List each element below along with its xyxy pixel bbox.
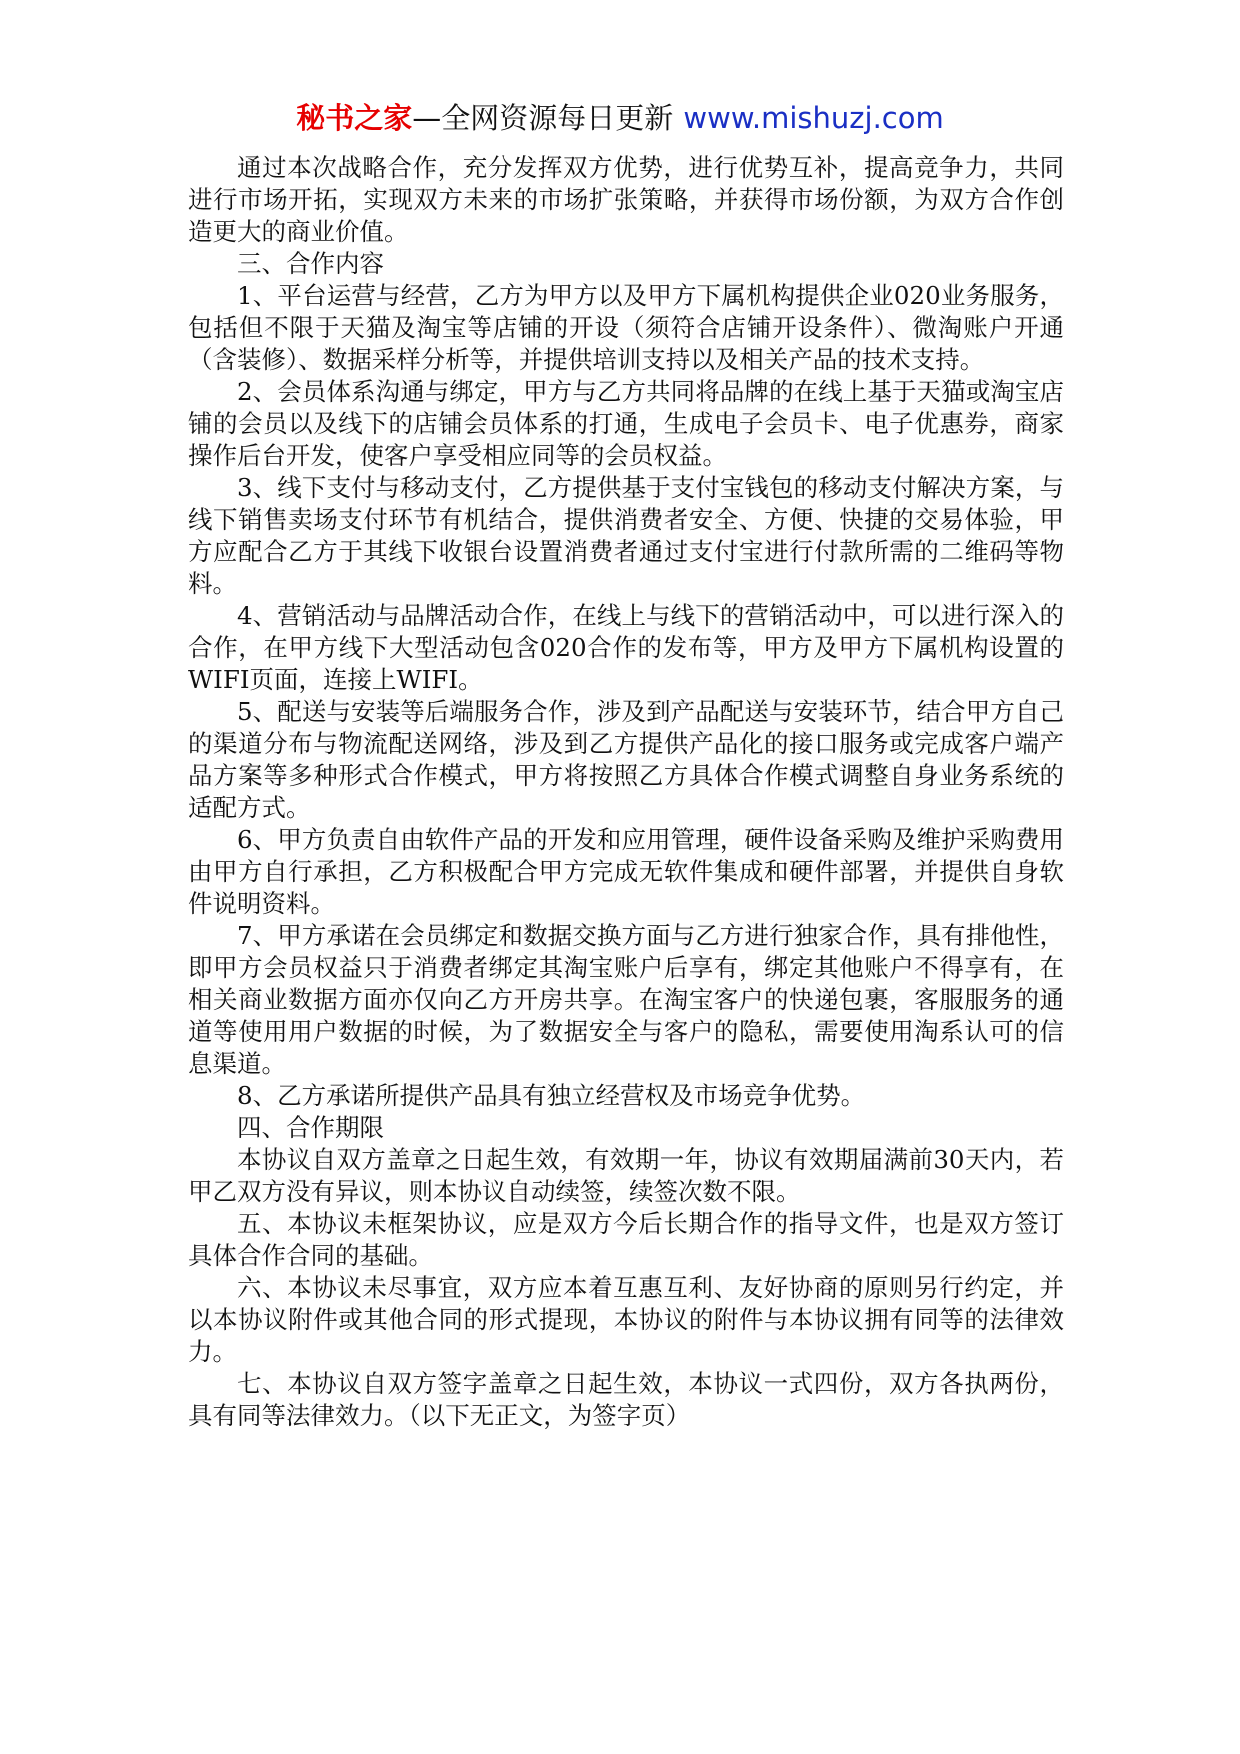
paragraph-item-6: 6、甲方负责自由软件产品的开发和应用管理，硬件设备采购及维护采购费用由甲方自行承担，乙方积极配合甲方完成无软件集成和硬件部署，并提供自身软件说明资料。 — [188, 825, 1064, 918]
site-header — [0, 98, 1240, 138]
paragraph-term: 本协议自双方盖章之日起生效，有效期一年，协议有效期届满前30天内，若甲乙双方没有异议，则本协议自动续签，续签次数不限。 — [188, 1145, 1064, 1206]
section-heading-cooperation-content: 三、合作内容 — [237, 249, 384, 278]
site-brand: 秘书之家 — [296, 101, 413, 135]
paragraph-intro: 通过本次战略合作，充分发挥双方优势，进行优势互补，提高竞争力，共同进行市场开拓，实现双方未来的市场扩张策略，并获得市场份额，为双方合作创造更大的商业价值。 — [188, 153, 1064, 246]
paragraph-item-4: 4、营销活动与品牌活动合作，在线上与线下的营销活动中，可以进行深入的合作，在甲方线下大型活动包含020合作的发布等，甲方及甲方下属机构设置的WIFI页面，连接上WIFI。 — [188, 601, 1064, 694]
paragraph-item-1: 1、平台运营与经营，乙方为甲方以及甲方下属机构提供企业020业务服务，包括但不限于天猫及淘宝等店铺的开设（须符合店铺开设条件）、微淘账户开通（含装修）、数据采样分析等，并提供培训支持以及相关产品的技术支持。 — [188, 281, 1064, 374]
paragraph-item-8: 8、乙方承诺所提供产品具有独立经营权及市场竞争优势。 — [237, 1081, 866, 1110]
paragraph-section-5: 五、本协议未框架协议，应是双方今后长期合作的指导文件，也是双方签订具体合作合同的基础。 — [188, 1209, 1064, 1270]
paragraph-item-7: 7、甲方承诺在会员绑定和数据交换方面与乙方进行独家合作，具有排他性，即甲方会员权益只于消费者绑定其淘宝账户后享有，绑定其他账户不得享有，在相关商业数据方面亦仅向乙方开房共享。在淘宝客户的快递包裹，客服服务的通道等使用用户数据的时候，为了数据安全与客户的隐私，需要使用淘系认可的信息渠道。 — [188, 921, 1064, 1078]
paragraph-section-6: 六、本协议未尽事宜，双方应本着互惠互利、友好协商的原则另行约定，并以本协议附件或其他合同的形式提现，本协议的附件与本协议拥有同等的法律效力。 — [188, 1273, 1064, 1366]
site-tagline: —全网资源每日更新 — [412, 101, 674, 135]
section-heading-term: 四、合作期限 — [237, 1113, 384, 1142]
paragraph-item-5: 5、配送与安装等后端服务合作，涉及到产品配送与安装环节，结合甲方自己的渠道分布与物流配送网络，涉及到乙方提供产品化的接口服务或完成客户端产品方案等多种形式合作模式，甲方将按照乙方具体合作模式调整自身业务系统的适配方式。 — [188, 697, 1064, 822]
document-body — [188, 152, 1064, 1432]
paragraph-item-3: 3、线下支付与移动支付，乙方提供基于支付宝钱包的移动支付解决方案，与线下销售卖场支付环节有机结合，提供消费者安全、方便、快捷的交易体验，甲方应配合乙方于其线下收银台设置消费者通过支付宝进行付款所需的二维码等物料。 — [188, 473, 1064, 598]
paragraph-item-2: 2、会员体系沟通与绑定，甲方与乙方共同将品牌的在线上基于天猫或淘宝店铺的会员以及线下的店铺会员体系的打通，生成电子会员卡、电子优惠券，商家操作后台开发，使客户享受相应同等的会员权益。 — [188, 377, 1064, 470]
site-url-link[interactable]: www.mishuzj.com — [683, 101, 944, 135]
paragraph-section-7: 七、本协议自双方签字盖章之日起生效，本协议一式四份，双方各执两份，具有同等法律效力。（以下无正文，为签字页） — [188, 1369, 1064, 1430]
